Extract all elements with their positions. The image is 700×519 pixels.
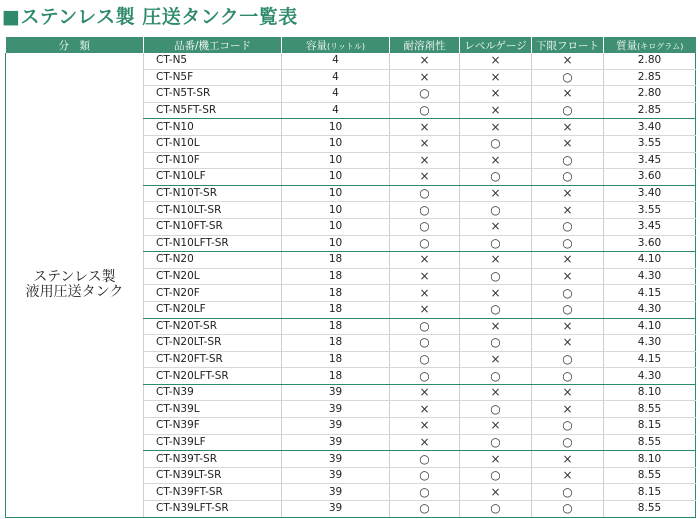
code-cell: CT-N39LF (144, 434, 282, 451)
gauge-mark: × (460, 285, 532, 302)
capacity-cell: 4 (282, 86, 390, 103)
code-cell: CT-N20LFT-SR (144, 368, 282, 385)
float-mark: ○ (532, 169, 604, 186)
gauge-mark: × (460, 119, 532, 136)
capacity-cell: 10 (282, 218, 390, 235)
gauge-mark: ○ (460, 368, 532, 385)
float-mark: ○ (532, 69, 604, 86)
code-cell: CT-N5T-SR (144, 86, 282, 103)
capacity-cell: 39 (282, 451, 390, 468)
gauge-mark: × (460, 69, 532, 86)
weight-cell: 3.55 (604, 135, 696, 152)
float-mark: × (532, 467, 604, 484)
code-cell: CT-N20L (144, 268, 282, 285)
solvent-mark: ○ (390, 451, 460, 468)
gauge-mark: ○ (460, 268, 532, 285)
header-level-gauge: レベルゲージ (460, 37, 532, 53)
float-mark: ○ (532, 235, 604, 252)
float-mark: × (532, 335, 604, 352)
float-mark: ○ (532, 368, 604, 385)
weight-cell: 3.40 (604, 119, 696, 136)
weight-cell: 2.85 (604, 102, 696, 119)
gauge-mark: ○ (460, 202, 532, 219)
capacity-cell: 18 (282, 368, 390, 385)
gauge-mark: ○ (460, 467, 532, 484)
capacity-cell: 18 (282, 335, 390, 352)
weight-cell: 3.60 (604, 235, 696, 252)
float-mark: ○ (532, 218, 604, 235)
header-solvent: 耐溶剤性 (390, 37, 460, 53)
float-mark: ○ (532, 102, 604, 119)
float-mark: ○ (532, 285, 604, 302)
header-weight-unit: (キログラム) (637, 41, 684, 51)
float-mark: × (532, 185, 604, 202)
solvent-mark: × (390, 252, 460, 269)
float-mark: × (532, 53, 604, 69)
header-float: 下限フロート (532, 37, 604, 53)
capacity-cell: 10 (282, 169, 390, 186)
code-cell: CT-N39LFT-SR (144, 501, 282, 518)
weight-cell: 3.55 (604, 202, 696, 219)
capacity-cell: 39 (282, 467, 390, 484)
solvent-mark: ○ (390, 501, 460, 518)
code-cell: CT-N39F (144, 418, 282, 435)
weight-cell: 4.10 (604, 318, 696, 335)
code-cell: CT-N5F (144, 69, 282, 86)
float-mark: × (532, 202, 604, 219)
code-cell: CT-N20 (144, 252, 282, 269)
solvent-mark: × (390, 53, 460, 69)
solvent-mark: ○ (390, 368, 460, 385)
category-line: ステンレス製 (33, 268, 116, 285)
gauge-mark: × (460, 53, 532, 69)
solvent-mark: ○ (390, 351, 460, 368)
weight-cell: 4.10 (604, 252, 696, 269)
weight-cell: 4.30 (604, 268, 696, 285)
weight-cell: 8.10 (604, 451, 696, 468)
code-cell: CT-N39L (144, 401, 282, 418)
capacity-cell: 18 (282, 318, 390, 335)
code-cell: CT-N10LF (144, 169, 282, 186)
weight-cell: 8.15 (604, 418, 696, 435)
float-mark: × (532, 252, 604, 269)
code-cell: CT-N10LT-SR (144, 202, 282, 219)
float-mark: ○ (532, 501, 604, 518)
code-cell: CT-N20FT-SR (144, 351, 282, 368)
solvent-mark: × (390, 401, 460, 418)
weight-cell: 4.30 (604, 301, 696, 318)
weight-cell: 3.45 (604, 152, 696, 169)
solvent-mark: ○ (390, 484, 460, 501)
capacity-cell: 39 (282, 384, 390, 401)
float-mark: × (532, 451, 604, 468)
code-cell: CT-N20F (144, 285, 282, 302)
gauge-mark: ○ (460, 235, 532, 252)
gauge-mark: × (460, 318, 532, 335)
header-category: 分 類 (6, 37, 144, 53)
capacity-cell: 10 (282, 185, 390, 202)
weight-cell: 8.55 (604, 467, 696, 484)
float-mark: ○ (532, 152, 604, 169)
capacity-cell: 10 (282, 235, 390, 252)
gauge-mark: × (460, 451, 532, 468)
gauge-mark: ○ (460, 401, 532, 418)
solvent-mark: × (390, 169, 460, 186)
header-capacity: 容量(リットル) (282, 37, 390, 53)
float-mark: × (532, 384, 604, 401)
weight-cell: 8.10 (604, 384, 696, 401)
gauge-mark: × (460, 252, 532, 269)
table-body (6, 53, 696, 517)
weight-cell: 8.55 (604, 434, 696, 451)
capacity-cell: 4 (282, 69, 390, 86)
weight-cell: 3.40 (604, 185, 696, 202)
weight-cell: 4.30 (604, 368, 696, 385)
gauge-mark: × (460, 418, 532, 435)
gauge-mark: ○ (460, 501, 532, 518)
header-row (6, 37, 696, 53)
solvent-mark: × (390, 119, 460, 136)
solvent-mark: ○ (390, 318, 460, 335)
capacity-cell: 10 (282, 135, 390, 152)
float-mark: ○ (532, 301, 604, 318)
gauge-mark: × (460, 86, 532, 103)
code-cell: CT-N20LF (144, 301, 282, 318)
code-cell: CT-N10FT-SR (144, 218, 282, 235)
code-cell: CT-N20LT-SR (144, 335, 282, 352)
category-line: 液用圧送タンク (25, 283, 124, 300)
solvent-mark: ○ (390, 235, 460, 252)
code-cell: CT-N20T-SR (144, 318, 282, 335)
code-cell: CT-N39 (144, 384, 282, 401)
capacity-cell: 18 (282, 301, 390, 318)
capacity-cell: 39 (282, 484, 390, 501)
solvent-mark: × (390, 434, 460, 451)
gauge-mark: ○ (460, 135, 532, 152)
weight-cell: 2.85 (604, 69, 696, 86)
capacity-cell: 39 (282, 501, 390, 518)
weight-cell: 8.15 (604, 484, 696, 501)
capacity-cell: 10 (282, 202, 390, 219)
solvent-mark: ○ (390, 86, 460, 103)
capacity-cell: 18 (282, 285, 390, 302)
gauge-mark: ○ (460, 301, 532, 318)
weight-cell: 3.60 (604, 169, 696, 186)
capacity-cell: 18 (282, 268, 390, 285)
header-capacity-unit: (リットル) (327, 41, 365, 51)
solvent-mark: ○ (390, 202, 460, 219)
float-mark: ○ (532, 434, 604, 451)
float-mark: × (532, 401, 604, 418)
capacity-cell: 18 (282, 351, 390, 368)
weight-cell: 4.15 (604, 351, 696, 368)
page-title: ■ステンレス製 圧送タンク一覧表 (2, 6, 298, 28)
gauge-mark: × (460, 102, 532, 119)
capacity-cell: 10 (282, 119, 390, 136)
float-mark: × (532, 119, 604, 136)
capacity-cell: 39 (282, 401, 390, 418)
gauge-mark: × (460, 218, 532, 235)
weight-cell: 4.30 (604, 335, 696, 352)
capacity-cell: 4 (282, 53, 390, 69)
gauge-mark: × (460, 484, 532, 501)
float-mark: ○ (532, 484, 604, 501)
solvent-mark: × (390, 384, 460, 401)
code-cell: CT-N5 (144, 53, 282, 69)
code-cell: CT-N10T-SR (144, 185, 282, 202)
float-mark: × (532, 318, 604, 335)
gauge-mark: ○ (460, 335, 532, 352)
weight-cell: 8.55 (604, 501, 696, 518)
solvent-mark: × (390, 418, 460, 435)
weight-cell: 3.45 (604, 218, 696, 235)
capacity-cell: 39 (282, 434, 390, 451)
category-cell (6, 53, 144, 517)
float-mark: ○ (532, 418, 604, 435)
solvent-mark: ○ (390, 218, 460, 235)
solvent-mark: ○ (390, 467, 460, 484)
code-cell: CT-N39T-SR (144, 451, 282, 468)
gauge-mark: × (460, 185, 532, 202)
code-cell: CT-N39FT-SR (144, 484, 282, 501)
code-cell: CT-N39LT-SR (144, 467, 282, 484)
weight-cell: 2.80 (604, 53, 696, 69)
weight-cell: 4.15 (604, 285, 696, 302)
solvent-mark: × (390, 135, 460, 152)
solvent-mark: ○ (390, 102, 460, 119)
solvent-mark: × (390, 301, 460, 318)
weight-cell: 8.55 (604, 401, 696, 418)
solvent-mark: ○ (390, 335, 460, 352)
capacity-cell: 10 (282, 152, 390, 169)
code-cell: CT-N10 (144, 119, 282, 136)
tank-spec-table (5, 37, 696, 518)
solvent-mark: × (390, 69, 460, 86)
capacity-cell: 39 (282, 418, 390, 435)
code-cell: CT-N10L (144, 135, 282, 152)
header-code: 品番/機工コード (144, 37, 282, 53)
gauge-mark: × (460, 384, 532, 401)
header-weight: 質量(キログラム) (604, 37, 696, 53)
weight-cell: 2.80 (604, 86, 696, 103)
solvent-mark: × (390, 268, 460, 285)
gauge-mark: × (460, 351, 532, 368)
float-mark: × (532, 135, 604, 152)
capacity-cell: 18 (282, 252, 390, 269)
capacity-cell: 4 (282, 102, 390, 119)
table-row (6, 53, 696, 69)
gauge-mark: × (460, 152, 532, 169)
code-cell: CT-N10LFT-SR (144, 235, 282, 252)
float-mark: ○ (532, 351, 604, 368)
float-mark: × (532, 268, 604, 285)
solvent-mark: × (390, 285, 460, 302)
float-mark: × (532, 86, 604, 103)
code-cell: CT-N10F (144, 152, 282, 169)
gauge-mark: ○ (460, 169, 532, 186)
code-cell: CT-N5FT-SR (144, 102, 282, 119)
solvent-mark: × (390, 152, 460, 169)
gauge-mark: ○ (460, 434, 532, 451)
solvent-mark: ○ (390, 185, 460, 202)
